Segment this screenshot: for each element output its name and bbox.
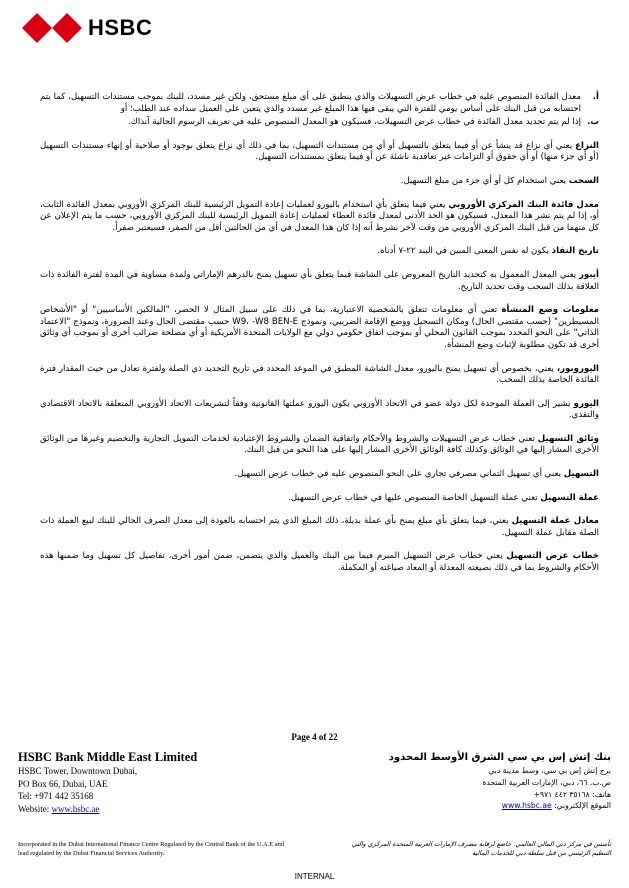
interest-rate-items [40,92,599,129]
list-text: معدل الفائدة المنصوص عليه في خطاب عرض التسهيلات والذي ينطبق على أي مبلغ مستحق، ولكن غير مسدد، للبنك بموجب مستندات التسهيل، كما يتم احتسابه من قبل البنك على أساس يومي للفترة التي يبقى فيها هذا المبلغ غير مسدد والذي يتعين على العميل سداده عند الطلب؛ أو [40,92,581,114]
regulatory-notice-english: Incorporated in the Dubai International Finance Centre Regulated by the Central Bank of the U.A.E and lead regulated by the Dubai Financial Services Authority. [18,841,285,857]
definition-drawing [40,176,599,188]
footer-english [18,750,197,815]
definition-term: معدل فائدة البنك المركزي الأوروبي [448,199,599,210]
address-line: PO Box 66, Dubai, UAE [18,778,108,789]
definition-term: النزاع [575,140,599,151]
definition-effective-date [40,246,599,258]
definition-text: يعني استخدام كل أو أي جزء من مبلغ التسهيل. [400,175,569,186]
definition-dispute [40,141,599,164]
brand-wordmark: HSBC [88,15,153,40]
definition-term: تاريخ النفاذ [551,246,599,257]
website-line [18,803,197,816]
list-marker: أ. [592,92,599,102]
definition-term: معادل عملة التسهيل [511,516,599,527]
definition-facility-letter [40,551,599,574]
list-marker: ب. [587,117,599,128]
list-item [40,117,599,129]
definition-term: عملة التسهيل [540,492,599,503]
definition-term: معلومات وضع المنشأة [501,305,599,316]
address-line: ص.ب. ٦٦، دبي، الإمارات العربية المتحدة [482,777,611,787]
website-link[interactable]: www.hsbc.ae [501,801,552,811]
website-line [389,800,611,812]
definition-text: يعني أي تسهيل ائتماني مصرفي تجاري على النحو المنصوص عليه في خطاب عرض التسهيل. [234,469,564,480]
definition-term: أيبور [578,269,599,280]
list-text: إذا لم يتم تحديد معدل الفائدة في خطاب عرض التسهيلات، فسيكون هو المعدل المنصوص عليه في تعريف الرسوم الحالية آنذاك. [128,117,581,128]
definition-eibor [40,270,599,293]
definition-ecb-rate [40,200,599,235]
company-name: HSBC Bank Middle East Limited [18,750,198,764]
website-link[interactable]: www.hsbc.ae [51,803,100,814]
definition-term: التسهيل [563,469,599,480]
definition-text: يشير إلى العملة الموحدة لكل دولة عضو في الاتحاد الأوروبي يكون اليورو عملتها القانونية وفقاً لتشريعات الاتحاد الأوروبي المتعلقة بالاتحاد الاقتصادي والنقدي. [40,398,599,421]
definition-term: وثائق التسهيل [537,433,599,444]
hsbc-hexagon-logo-icon [22,13,82,43]
classification-label: INTERNAL [294,872,335,881]
definition-term: اليوروبور، [556,363,599,374]
phone-line: Tel: +971 442 35168 [18,791,94,801]
footer-arabic [389,750,611,812]
definition-facility [40,469,599,481]
phone-line: هاتف: ٣٥١٦٨ ٤٤٢ ٩٧١+ [533,789,611,799]
definition-text: يعني أي نزاع قد ينشأ عن أو فيما يتعلق بالتسهيل أو أي من مستندات التسهيل، بما في ذلك أي نزاع يتعلق بوجود أو صلاحية أو إنهاء مستندات التسهيل (أو أي جزء منها) أو أي حقوق أو التزامات غير تعاقدية ناشئة عن أو فيما يتعلق بمستندات التسهيل. [40,140,599,163]
website-label: الموقع الإلكتروني: [551,801,611,811]
definition-text: يعني، بخصوص أي تسهيل يمنح باليورو، معدل الشاشة المطبق في الموعد المحدد في تاريخ التحديد ذي الصلة ولفترة تعادل من حيث المقدار فترة الفائدة الخاصة بذلك السحب. [40,363,599,386]
website-label: Website: [18,803,52,814]
definition-term: السحب [568,175,599,186]
page-number: Page 4 of 22 [291,732,338,742]
definition-text: يعني خطاب عرض التسهيل المبرم فيما بين البنك والعميل والذي يتضمن، ضمن أمور أخرى، تفاصيل كل تسهيل وما ضمنها هذه الأحكام والشروط بما في ذلك بصيغته المعدلة أو المعاد صياغته أو المكملة. [40,551,599,574]
list-item [40,92,599,115]
definition-term: خطاب عرض التسهيل [506,551,599,562]
definition-euro [40,399,599,422]
definition-currency-equivalent [40,516,599,539]
definition-euribor [40,364,599,387]
definition-facility-currency [40,493,599,505]
document-body [40,92,599,587]
regulatory-notice-arabic: تأسس في مركز دبي المالي العالمي. خاضع لرقابة مصرف الإمارات العربية المتحدة المركزي والتي التنظيم الرئيسي من قبل سلطة دبي للخدمات المالية [351,840,611,857]
definition-term: اليورو [573,398,599,409]
definition-text: تعني عملة التسهيل الخاصة المنصوص عليها في خطاب عرض التسهيل. [288,492,541,503]
address-line: HSBC Tower, Downtown Dubai, [18,766,138,776]
hsbc-header [22,10,152,46]
definition-text: يكون له نفس المعنى المبين في البند ٢٢-٧ أدناه. [377,246,552,257]
definition-entity-status [40,305,599,351]
definition-text: يعني المعدل المعمول به كتحديد التاريخ المعروض على الشاشة فيما يتعلق بأي تسهيل يمنح بالدرهم الإماراتي ولمدة مساوية في المدة لفترة الفائدة ذات العلاقة بذلك السحب وقت تحديد التاريخ. [40,269,599,292]
company-name-arabic: بنك إتش إس بي سي الشرق الأوسط المحدود [388,752,611,763]
definition-facility-documents [40,434,599,457]
definition-text: يعني فيما يتعلق بأي استخدام باليورو لعمليات إعادة التمويل الرئيسية للبنك المركزي الأوروبي بمعدل الفائدة الثابت، أو، إذا لم يتم نشر هذا المعدل، فسيكون هو الحد الأدنى لمعدل فائدة العطاء لعمليات إعادة التمويل الرئيسية للبنك المركزي الأوروبي، حسب ما يتم الإعلان عن كل منهما من قبل البنك المركزي الأوروبي من وقت لآخر بشرط أنه إذا كان هذا المعدل في أي من الحالتين أقل من الصفر، فسيعتبر صفراً. [40,199,599,233]
definition-text: يعني، فيما يتعلق بأي مبلغ يمنح بأي عملة بديلة، ذلك المبلغ الذي يتم احتسابه بالعودة إلى معدل الصرف الحالي للبنك لبيع العملة ذات الصلة مقابل عملة التسهيل. [40,516,599,538]
definition-text: تعني خطاب عرض التسهيلات والشروط والأحكام واتفاقية الضمان والشروط الإعتيادية لخدمات التمويل التجارية والتخصيم وغيرها من الوثائق الأخرى المشار إليها في الوثائق وكذلك كافة الوثائق الأخرى المشار إليها على هذا النحو من قبل البنك. [40,433,599,456]
address-line: برج إتش إس بي سي، وسط مدينة دبي [488,766,611,775]
definition-text: تعني أي معلومات تتعلق بالشخصية الاعتبارية، بما في ذلك على سبيل المثال لا الحصر، "المالكين الأساسيين" أو "الأشخاص المسيطرين" (حسب مقتضى الحال) ومكان التسجيل ووضع الإقامة الضريبي، ونموذج W9، -W8 BEN-E حسب مقتضى الحال وعند الضرورة، ونموذج "الاعتماد الذاتي" على النحو المحدد بموجب القانون المحلي أو بموجب اتفاق حكومي دولي مع الولايات المتحدة الأمريكية أو أي مصلحة ضرائب أخرى أو بموجب أي وثائق أخرى قد تكون مطلوبة لإثبات وضع المنشأة. [40,305,599,350]
